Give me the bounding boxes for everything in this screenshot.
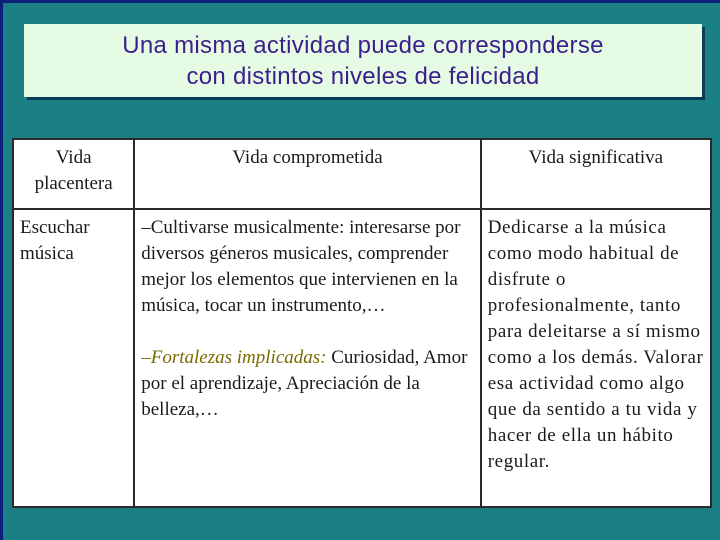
engaged-life-text: –Cultivarse musicalmente: interesarse por diversos géneros musicales, comprender mejor los elementos que intervienen en la música, tocar un instrumento,… [141, 217, 461, 316]
table-row [13, 209, 711, 507]
slide-border-top [0, 0, 720, 3]
activity-cell: Escuchar música [13, 209, 134, 507]
happiness-table [12, 138, 712, 508]
header-engaged-life: Vida comprometida [134, 139, 480, 209]
slide-border-left [0, 0, 3, 540]
spacer [141, 319, 473, 345]
strengths-list: Curiosidad, Amor por el aprendizaje, Apreciación de la belleza,… [141, 347, 468, 420]
header-meaningful-life: Vida significativa [481, 139, 711, 209]
slide-title: Una misma actividad puede corresponderse con distintos niveles de felicidad [122, 31, 604, 90]
meaningful-life-cell: Dedicarse a la música como modo habitual de disfrute o profesionalmente, tanto para deleitarse a sí mismo como a los demás. Valorar esa actividad como algo que da sentido a tu vida y hacer de ella un hábito regular. [481, 209, 711, 507]
table-header-row [13, 139, 711, 209]
strengths-label: –Fortalezas implicadas: [141, 347, 327, 368]
engaged-life-cell [134, 209, 480, 507]
strengths-paragraph [141, 345, 473, 423]
title-box [24, 24, 702, 97]
header-pleasant-life: Vida placentera [13, 139, 134, 209]
